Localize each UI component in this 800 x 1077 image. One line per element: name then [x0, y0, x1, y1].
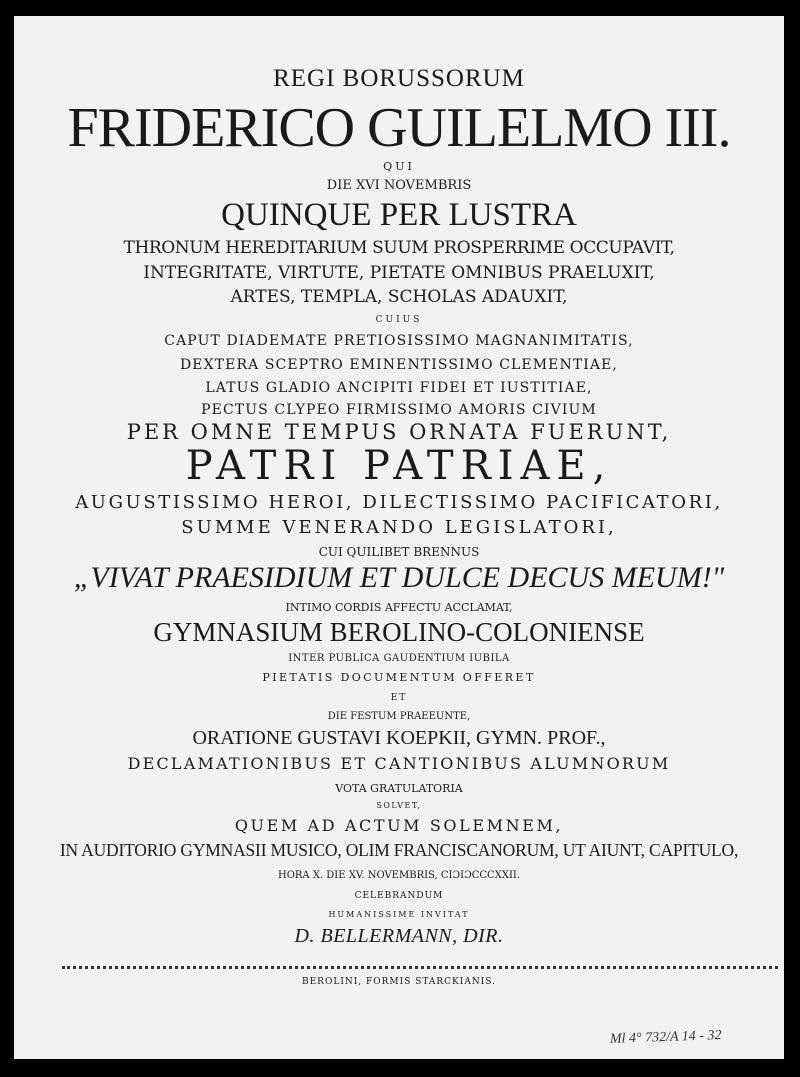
imprint-line: BEROLINI, FORMIS STARCKIANIS.: [302, 977, 496, 987]
per-omne-line: PER OMNE TEMPUS ORNATA FUERUNT,: [126, 420, 672, 444]
declamationibus-line: DECLAMATIONIBUS ET CANTIONIBUS ALUMNORUM: [127, 754, 671, 773]
inter-line: INTER PUBLICA GAUDENTIUM IUBILA: [288, 653, 510, 664]
vivat-motto: „VIVAT PRAESIDIUM ET DULCE DECUS MEUM!": [73, 561, 725, 594]
date-line: DIE XVI NOVEMBRIS: [326, 178, 472, 193]
caput-line: CAPUT DIADEMATE PRETIOSISSIMO MAGNANIMITATIS,: [164, 333, 634, 349]
qui-line: QUI: [383, 160, 415, 173]
poster-sheet: [14, 16, 784, 1059]
dextera-line: DEXTERA SCEPTRO EMINENTISSIMO CLEMENTIAE,: [179, 357, 618, 373]
augustissimo-line: AUGUSTISSIMO HEROI, DILECTISSIMO PACIFICATORI,: [75, 492, 723, 513]
lustra-heading: QUINQUE PER LUSTRA: [221, 197, 577, 233]
latus-line: LATUS GLADIO ANCIPITI FIDEI ET IUSTITIAE,: [205, 380, 593, 396]
signatory-name: D. BELLERMANN, DIR.: [294, 925, 504, 947]
cui-line: CUI QUILIBET BRENNUS: [318, 545, 480, 559]
die-festum-line: DIE FESTUM PRAEEUNTE,: [327, 711, 471, 722]
integritate-line: INTEGRITATE, VIRTUTE, PIETATE OMNIBUS PRAELUXIT,: [143, 263, 655, 283]
celebrandum-line: CELEBRANDUM: [354, 891, 444, 901]
vota-line: VOTA GRATULATORIA: [335, 782, 463, 795]
patri-patriae-heading: PATRI PATRIAE,: [185, 443, 613, 489]
thronum-line: THRONUM HEREDITARIUM SUUM PROSPERRIME OCCUPAVIT,: [123, 238, 675, 258]
cuius-line: CUIUS: [375, 315, 423, 325]
artes-line: ARTES, TEMPLA, SCHOLAS ADAUXIT,: [230, 287, 568, 307]
king-name-heading: FRIDERICO GUILELMO III.: [67, 97, 731, 159]
hora-line: HORA X. DIE XV. NOVEMBRIS, CIƆIƆCCCXXII.: [277, 870, 521, 881]
oratione-line: ORATIONE GUSTAVI KOEPKII, GYMN. PROF.,: [192, 727, 606, 749]
summe-line: SUMME VENERANDO LEGISLATORI,: [181, 517, 617, 538]
et-line: ET: [390, 693, 408, 703]
intimo-line: INTIMO CORDIS AFFECTU ACCLAMAT,: [285, 601, 513, 614]
pectus-line: PECTUS CLYPEO FIRMISSIMO AMORIS CIVIUM: [201, 402, 597, 418]
quem-line: QUEM AD ACTUM SOLEMNEM,: [234, 816, 564, 835]
auditorio-line: IN AUDITORIO GYMNASII MUSICO, OLIM FRANCISCANORUM, UT AIUNT, CAPITULO,: [59, 840, 739, 860]
solvet-line: SOLVET,: [376, 801, 422, 810]
gymnasium-heading: GYMNASIUM BEROLINO-COLONIENSE: [153, 617, 645, 647]
shelfmark-annotation: Ml 4° 732/A 14 - 32: [609, 1028, 722, 1047]
pietatis-line: PIETATIS DOCUMENTUM OFFERET: [262, 671, 536, 684]
dotted-divider: [62, 966, 778, 969]
humanissime-line: HUMANISSIME INVITAT: [328, 910, 470, 919]
dedication-heading: REGI BORUSSORUM: [273, 65, 525, 92]
